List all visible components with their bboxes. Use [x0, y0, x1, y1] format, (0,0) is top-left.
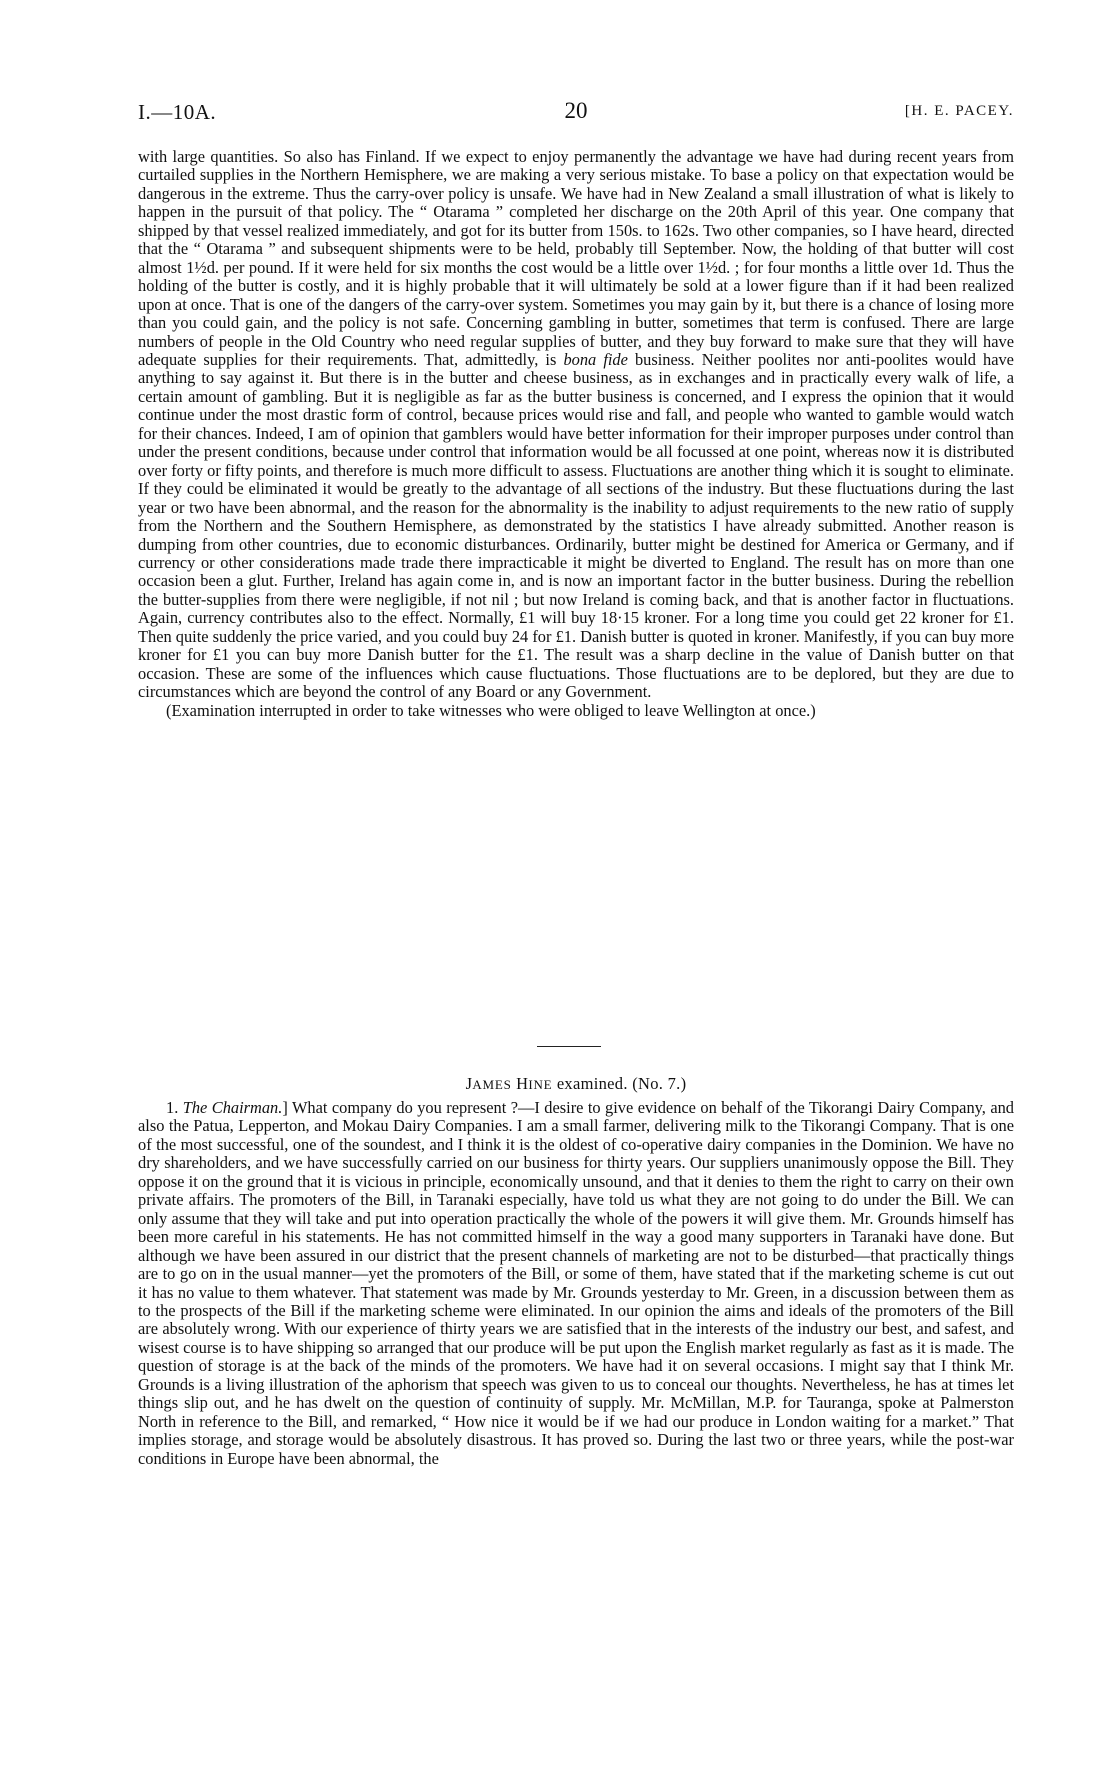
- section-divider: [537, 1046, 601, 1047]
- question-answer-text: ] What company do you represent ?—I desire to give evidence on behalf of the Tikorangi Dairy Company, and also the Patua, Lepperton, and Mokau Dairy Companies. I am a small farmer, delivering milk to the Tikorangi Company. That is one of the most successful, one of the soundest, and I think it is the oldest of co-operative dairy companies in the Dominion. We have no dry shareholders, and we have successfully carried on our business for thirty years. Our suppliers unanimously oppose the Bill. They oppose it on the ground that it is vicious in principle, economically unsound, and that it denies to them the right to carry on their own private affairs. The promoters of the Bill, in Taranaki especially, have told us what they are not going to do under the Bill. We can only assume that they will take and put into operation practically the whole of the powers it will give them. Mr. Grounds himself has been more careful in his statements. He has not committed himself in the way a good many supporters in Taranaki have done. But although we have been assured in our district that the present channels of marketing are not to be disturbed—that practically things are to go on in the usual manner—yet the promoters of the Bill, or some of them, have stated that if the marketing scheme is cut out it has no value to them whatever. That statement was made by Mr. Grounds yesterday to Mr. Green, in a discussion between them as to the prospects of the Bill if the marketing scheme were eliminated. In our opinion the aims and ideals of the promoters of the Bill are absolutely wrong. With our experience of thirty years we are satisfied that in the interests of the industry our best, and safest, and wisest course is to have shipping so arranged that our produce will be put upon the English market regularly as fast as it is made. The question of storage is at the back of the minds of the promoters. We have had it on several occasions. I might say that I think Mr. Grounds is a living illustration of the aphorism that speech was given to us to conceal our thoughts. Nevertheless, he has at times let things slip out, and he has dwelt on the question of continuity of supply. Mr. McMillan, M.P. for Tauranga, spoke at Palmerston North in reference to the Bill, and remarked, “ How nice it would be if we had our produce in London waiting for a market.” That implies storage, and storage would be absolutely disastrous. It has proved so. During the last two or three years, while the post-war conditions in Europe have been abnormal, the: [138, 1098, 1014, 1468]
- evidence-continuation: [138, 148, 1014, 720]
- witness-first-rest: AMES: [472, 1077, 512, 1092]
- witness-first-initial: J: [465, 1074, 473, 1093]
- witness-last-initial: H: [516, 1074, 529, 1093]
- interruption-note: (Examination interrupted in order to take witnesses who were obliged to leave Wellington at once.): [166, 700, 816, 720]
- witness-heading: [138, 1074, 1014, 1094]
- page-header: [138, 98, 1014, 128]
- paragraph-text-cont: business. Neither poolites nor anti-poolites would have anything to say against it. But there is in the butter and cheese business, as in exchanges and in practically every walk of life, a certain amount of gambling. But it is negligible as far as the butter business is concerned, and I express the opinion that it would continue under the most drastic form of control, because prices would rise and fall, and people who wanted to gamble would watch for their chances. Indeed, I am of opinion that gamblers would have better information for their improper purposes under control than under the present conditions, because under control that information would be all focussed at one point, whereas now it is distributed over forty or fifty points, and therefore is much more difficult to assess. Fluctuations are another thing which it is sought to eliminate. If they could be eliminated it would be greatly to the advantage of all sections of the industry. But these fluctuations during the last year or two have been abnormal, and the reason for the abnormality is the inability to adjust requirements to the new ratio of supply from the Northern and the Southern Hemisphere, as demonstrated by the statistics I have already submitted. Another reason is dumping from other countries, due to economic disturbances. Ordinarily, butter might be destined for America or Germany, and if currency or other considerations made trade there impracticable it might be diverted to England. The result has on more than one occasion been a glut. Further, Ireland has again come in, and is now an important factor in the butter business. During the rebellion the butter-supplies from there were negligible, if not nil ; but now Ireland is coming back, and that is another factor in fluctuations. Again, currency contributes also to the effect. Normally, £1 will buy 18·15 kroner. For a long time you could get 22 kroner for £1. Then quite suddenly the price varied, and you could buy 24 for £1. Danish butter is quoted in kroner. Manifestly, if you can buy more kroner for £1 you can buy more Danish butter for the £1. The result was a sharp decline in the value of Danish butter on that occasion. These are some of the influences which cause fluctuations. Those fluctuations are to be deplored, but they are due to circumstances which are beyond the control of any Board or any Government.: [138, 349, 1014, 702]
- witness-last-rest: INE: [528, 1077, 553, 1092]
- testimony-paragraph: [138, 148, 1014, 702]
- witness-heading-suffix: examined. (No. 7.): [556, 1074, 687, 1093]
- question-number: 1.: [166, 1098, 179, 1117]
- page-number: 20: [564, 98, 588, 123]
- latin-phrase: bona fide: [563, 349, 628, 369]
- evidence-new-witness: [138, 1099, 1014, 1468]
- document-reference: I.—10A.: [138, 100, 217, 124]
- paragraph-text: with large quantities. So also has Finland. If we expect to enjoy permanently the advantage we have had during recent years from curtailed supplies in the Northern Hemisphere, we are making a very serious mistake. To base a policy on that expectation would be dangerous in the extreme. Thus the carry-over policy is unsafe. We have had in New Zealand a small illustration of what is likely to happen in the pursuit of that policy. The “ Otarama ” completed her discharge on the 20th April of this year. One company that shipped by that vessel realized immediately, and got for its butter from 150s. to 162s. Two other companies, so I have heard, directed that the “ Otarama ” and subsequent shipments were to be held, probably till September. Now, the holding of that butter will cost almost 1½d. per pound. If it were held for six months the cost would be a little over 1½d. ; for four months a little over 1d. Thus the holding of the butter is costly, and it is highly probable that it will ultimately be sold at a lower figure than if it had been realized upon at once. That is one of the dangers of the carry-over system. Sometimes you may gain by it, but there is a chance of losing more than you could gain, and the policy is not safe. Concerning gambling in butter, sometimes that term is confused. There are large numbers of people in the Old Country who need regular supplies of butter, and they buy forward to make sure that they will have adequate supplies for their requirements. That, admittedly, is: [138, 147, 1014, 369]
- witness-running-head: [H. E. PACEY.: [904, 103, 1014, 119]
- speaker-name: The Chairman.: [182, 1098, 283, 1117]
- question-paragraph: [138, 1099, 1014, 1468]
